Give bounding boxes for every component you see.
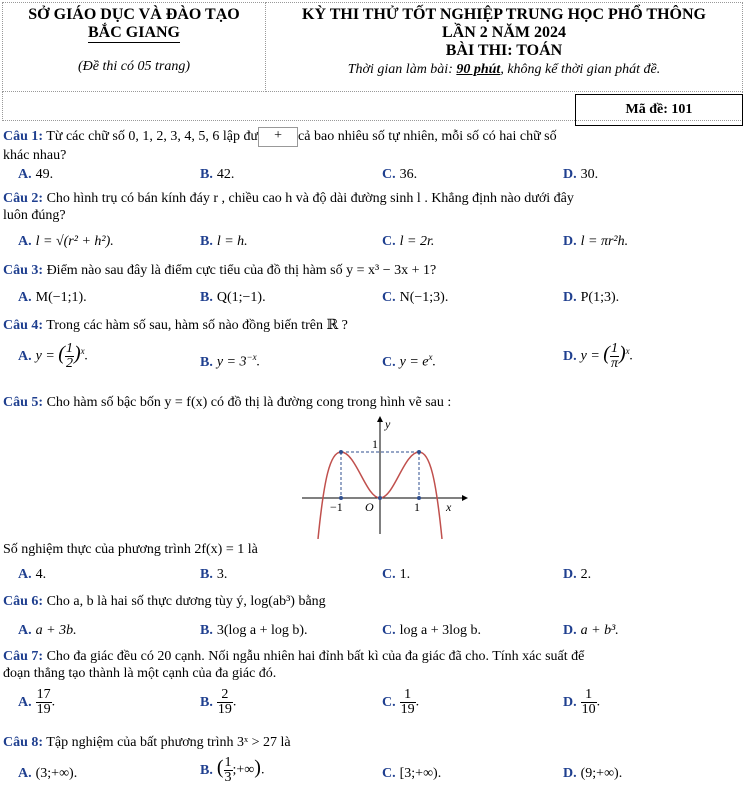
q8-option-b[interactable]: B. ( $\frac{1}{3}$ ;+∞).	[200, 755, 265, 785]
q2-option-d[interactable]: D. l = πr²h.	[563, 234, 629, 249]
q1-option-d[interactable]: D. 30.	[563, 167, 599, 182]
tick-label-x1: 1	[414, 500, 420, 514]
y-axis-label: y	[385, 417, 391, 431]
department-name: SỞ GIÁO DỤC VÀ ĐÀO TẠO	[28, 6, 240, 23]
q1-option-a[interactable]: A. 49.	[18, 167, 54, 182]
q2-option-b[interactable]: B. l = h.	[200, 234, 248, 249]
max-point-left	[339, 450, 343, 454]
q4-option-a[interactable]: A. y = ( $\frac{1}{2}$ )$^x$.	[18, 341, 89, 371]
q2-option-a[interactable]: A. l = √(r² + h²).	[18, 234, 114, 249]
exam-code: Mã đề: 101	[575, 94, 743, 126]
quartic-graph	[300, 414, 470, 539]
origin-label: O	[365, 500, 374, 514]
q8-option-c[interactable]: C. [3;+∞).	[382, 766, 442, 781]
exam-round: LẦN 2 NĂM 2024	[442, 24, 566, 41]
q5-option-c[interactable]: C. 1.	[382, 567, 411, 582]
q5-option-a[interactable]: A. 4.	[18, 567, 47, 582]
q3-option-d[interactable]: D. P(1;3).	[563, 290, 620, 305]
q3-option-b[interactable]: B. Q(1;−1).	[200, 290, 266, 305]
q4-option-c[interactable]: C. $y = e^x$.	[382, 352, 436, 370]
question-3: Câu 3: Điểm nào sau đây là điểm cực tiểu của đồ thị hàm số y = x³ − 3x + 1?	[3, 263, 437, 278]
q8-option-d[interactable]: D. (9;+∞).	[563, 766, 623, 781]
question-2: Câu 2: Cho hình trụ có bán kính đáy r , chiều cao h và độ dài đường sinh l . Khẳng định nào dưới đây luôn đúng?	[3, 191, 574, 223]
q6-option-a[interactable]: A. a + 3b.	[18, 623, 77, 638]
exam-title: KỲ THI THỬ TỐT NGHIỆP TRUNG HỌC PHỔ THÔNG	[302, 6, 706, 23]
q2-option-c[interactable]: C. l = 2r.	[382, 234, 435, 249]
q1-option-c[interactable]: C. 36.	[382, 167, 418, 182]
q6-option-d[interactable]: D. a + b³.	[563, 623, 619, 638]
tick-label-y1: 1	[372, 437, 378, 451]
q7-option-c[interactable]: C. $\frac{1}{19}$ .	[382, 687, 420, 717]
q4-option-d[interactable]: D. y = ( $\frac{1}{\pi}$ )$^x$.	[563, 341, 634, 371]
q4-option-b[interactable]: B. $y = 3^{-x}$.	[200, 352, 261, 370]
tick-label-x-minus-1: −1	[330, 500, 343, 514]
question-6: Câu 6: Cho a, b là hai số thực dương tùy ý, log(ab³) bằng	[3, 594, 326, 609]
min-point	[378, 496, 382, 500]
question-4: Câu 4: Trong các hàm số sau, hàm số nào đồng biến trên ℝ ?	[3, 318, 348, 333]
add-button[interactable]: +	[258, 127, 298, 147]
q5-option-d[interactable]: D. 2.	[563, 567, 592, 582]
q1-option-b[interactable]: B. 42.	[200, 167, 235, 182]
max-point-right	[417, 450, 421, 454]
question-5: Câu 5: Cho hàm số bậc bốn y = f(x) có đồ thị là đường cong trong hình vẽ sau :	[3, 395, 452, 410]
question-8: Câu 8: Tập nghiệm của bất phương trình 3ˣ > 27 là	[3, 735, 291, 750]
q3-option-a[interactable]: A. M(−1;1).	[18, 290, 87, 305]
q6-option-c[interactable]: C. log a + 3log b.	[382, 623, 482, 638]
x-axis-label: x	[446, 500, 452, 514]
q8-option-a[interactable]: A. (3;+∞).	[18, 766, 78, 781]
question-5-prompt: Số nghiệm thực của phương trình 2f(x) = 1 là	[3, 542, 258, 557]
q3-option-c[interactable]: C. N(−1;3).	[382, 290, 449, 305]
q7-option-a[interactable]: A. $\frac{17}{19}$ .	[18, 687, 56, 717]
question-7: Câu 7: Cho đa giác đều có 20 cạnh. Nối ngẫu nhiên hai đỉnh bất kì của đa giác đã cho. Tính xác suất để đoạn thẳng tạo thành là một cạnh của đa giác đó.	[3, 649, 585, 681]
pages-note: (Đề thi có 05 trang)	[78, 59, 190, 74]
question-1: Câu 1: Từ các chữ số 0, 1, 2, 3, 4, 5, 6 lập đư + cả bao nhiêu số tự nhiên, mỗi số có hai chữ số khác nhau?	[3, 128, 557, 163]
province-name: BẮC GIANG	[87, 24, 180, 41]
subject: BÀI THI: TOÁN	[445, 42, 563, 59]
time-note: Thời gian làm bài: 90 phút, không kể thời gian phát đề.	[347, 62, 661, 77]
exam-header	[2, 2, 743, 118]
q7-option-b[interactable]: B. $\frac{2}{19}$ .	[200, 687, 237, 717]
q5-option-b[interactable]: B. 3.	[200, 567, 228, 582]
q6-option-b[interactable]: B. 3(log a + log b).	[200, 623, 308, 638]
q7-option-d[interactable]: D. $\frac{1}{10}$ .	[563, 687, 601, 717]
